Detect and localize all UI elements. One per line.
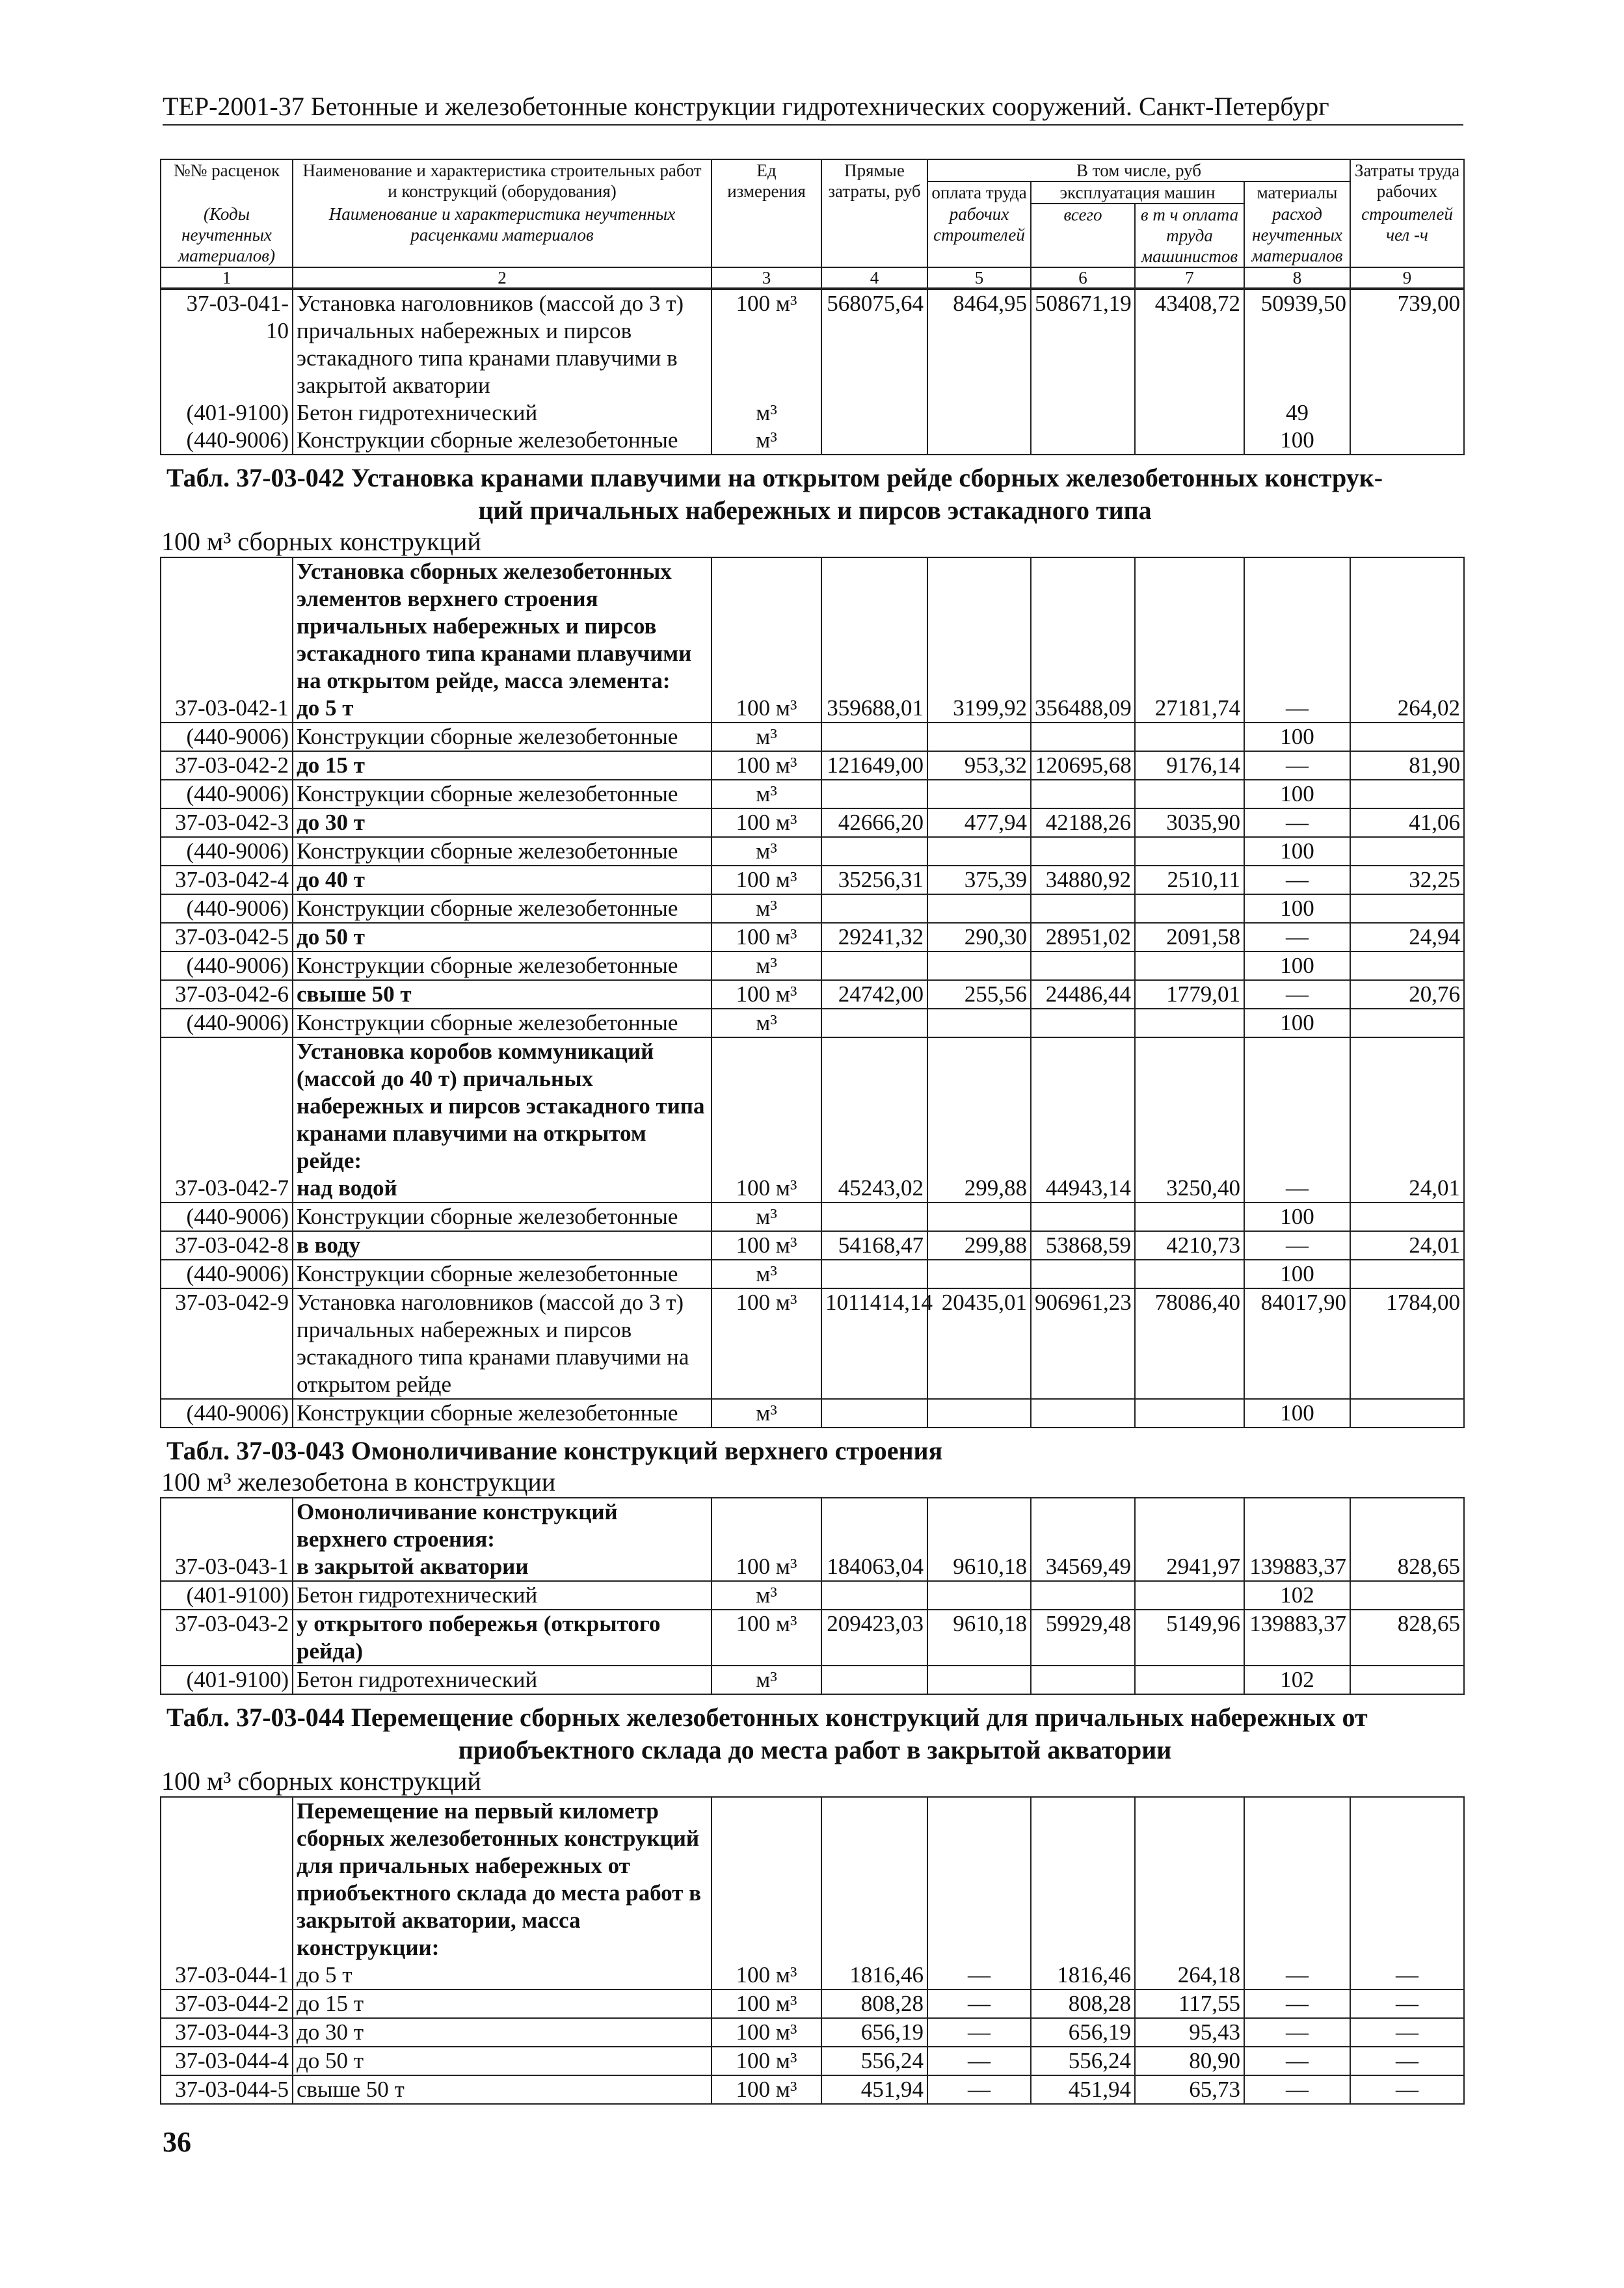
material-unit: м³: [712, 399, 821, 427]
machine-cost: 24486,44: [1031, 980, 1135, 1009]
material-code: (440-9006): [161, 1203, 293, 1231]
labor-cost: 299,88: [927, 1231, 1031, 1260]
material-name: Конструкции сборные железобетонные: [293, 723, 712, 751]
unit: 100 м³: [712, 1175, 821, 1203]
labor-hours: —: [1350, 1962, 1464, 1989]
col5-header: оплата труда: [927, 181, 1031, 204]
machine-cost: 1816,46: [1031, 1962, 1135, 1989]
labor-hours: 20,76: [1350, 980, 1464, 1009]
unit: 100 м³: [712, 289, 821, 399]
labor-hours: —: [1350, 2047, 1464, 2075]
material-unit: м³: [712, 1009, 821, 1037]
table-37-03-044: [160, 1796, 1465, 2105]
machinist-labor-cost: 117,55: [1135, 1989, 1244, 2018]
material-consumption: 100: [1244, 723, 1350, 751]
labor-hours: 24,94: [1350, 923, 1464, 951]
col-number: 4: [821, 267, 927, 288]
machinist-labor-cost: 65,73: [1135, 2075, 1244, 2104]
material-row: [161, 1203, 1464, 1231]
labor-cost: 20435,01: [927, 1288, 1031, 1399]
table-unit-line: 100 м³ сборных конструкций: [161, 1766, 481, 1796]
rate-code: 37-03-042-9: [161, 1288, 293, 1399]
table-row: [161, 866, 1464, 894]
machinist-labor-cost: 264,18: [1135, 1962, 1244, 1989]
labor-hours: 41,06: [1350, 808, 1464, 837]
unit: 100 м³: [712, 923, 821, 951]
unit: 100 м³: [712, 751, 821, 780]
work-name: до 30 т: [293, 2018, 712, 2047]
direct-cost: 568075,64: [821, 289, 927, 399]
machine-cost: 28951,02: [1031, 923, 1135, 951]
rate-code: 37-03-042-6: [161, 980, 293, 1009]
work-name: до 50 т: [293, 923, 712, 951]
material-row: [161, 427, 1464, 455]
material-consumption: 100: [1244, 1203, 1350, 1231]
labor-cost: 477,94: [927, 808, 1031, 837]
table-row: [161, 923, 1464, 951]
group-heading-row: [161, 1797, 1464, 1962]
col1-sub-header: (Коды неучтенных материалов): [161, 204, 293, 267]
labor-hours: 24,01: [1350, 1175, 1464, 1203]
col8-header: материалы: [1244, 181, 1350, 204]
labor-hours: 24,01: [1350, 1231, 1464, 1260]
material-row: [161, 1666, 1464, 1694]
material-name: Конструкции сборные железобетонные: [293, 1399, 712, 1428]
table-row: [161, 2018, 1464, 2047]
group-heading: Установка коробов коммуникаций (массой до 40 т) причальных набережных и пирсов эстакадного типа кранами плавучими на открытом рейде:: [293, 1037, 712, 1175]
rate-code: 37-03-042-5: [161, 923, 293, 951]
labor-hours: 1784,00: [1350, 1288, 1464, 1399]
direct-cost: 35256,31: [821, 866, 927, 894]
material-code: (440-9006): [161, 723, 293, 751]
material-name: Конструкции сборные железобетонные: [293, 837, 712, 866]
table-header: [160, 159, 1465, 289]
material-row: [161, 894, 1464, 923]
group-heading: Перемещение на первый километр сборных железобетонных конструкций для причальных набережных от приобъектного склада до места работ в закрытой акватории, масса конструкции:: [293, 1797, 712, 1962]
direct-cost: 1011414,14: [821, 1288, 927, 1399]
material-unit: м³: [712, 1399, 821, 1428]
material-row: [161, 837, 1464, 866]
table-row: [161, 2047, 1464, 2075]
machinist-labor-cost: 2510,11: [1135, 866, 1244, 894]
machine-cost: 451,94: [1031, 2075, 1135, 2104]
col-number: 6: [1031, 267, 1135, 288]
work-name: Установка наголовников (массой до 3 т) причальных набережных и пирсов эстакадного типа кранами плавучими на открытом рейде: [293, 1288, 712, 1399]
material-code: (401-9100): [161, 1666, 293, 1694]
rate-code: 37-03-042-8: [161, 1231, 293, 1260]
material-code: (440-9006): [161, 427, 293, 455]
material-consumption: 100: [1244, 894, 1350, 923]
material-code: (401-9100): [161, 1581, 293, 1610]
materials-cost: —: [1244, 1231, 1350, 1260]
material-consumption: 100: [1244, 1009, 1350, 1037]
work-name: до 5 т: [293, 695, 712, 723]
material-code: (440-9006): [161, 780, 293, 808]
labor-hours: 739,00: [1350, 289, 1464, 399]
table-row: [161, 751, 1464, 780]
work-name: до 40 т: [293, 866, 712, 894]
unit: 100 м³: [712, 1962, 821, 1989]
labor-hours: 828,65: [1350, 1553, 1464, 1581]
rate-code: 37-03-042-1: [161, 695, 293, 723]
col2-sub-header: Наименование и характеристика неучтенных расценками материалов: [293, 204, 712, 267]
direct-cost: 451,94: [821, 2075, 927, 2104]
table-unit-line: 100 м³ железобетона в конструкции: [161, 1467, 556, 1497]
direct-cost: 209423,03: [821, 1610, 927, 1666]
rate-code: 37-03-041-10: [161, 289, 293, 399]
table-37-03-042: [160, 557, 1465, 1428]
material-unit: м³: [712, 1666, 821, 1694]
material-name: Бетон гидротехнический: [293, 399, 712, 427]
machine-cost: 34880,92: [1031, 866, 1135, 894]
work-name: Установка наголовников (массой до 3 т) причальных набережных и пирсов эстакадного типа кранами плавучими в закрытой акватории: [293, 289, 712, 399]
material-code: (440-9006): [161, 894, 293, 923]
labor-cost: 299,88: [927, 1175, 1031, 1203]
rate-code: 37-03-042-2: [161, 751, 293, 780]
col9-header: Затраты труда рабочих: [1350, 159, 1464, 204]
material-name: Конструкции сборные железобетонные: [293, 427, 712, 455]
machine-cost: 556,24: [1031, 2047, 1135, 2075]
unit: 100 м³: [712, 1231, 821, 1260]
machine-cost: 906961,23: [1031, 1288, 1135, 1399]
table-row: [161, 2075, 1464, 2104]
material-name: Конструкции сборные железобетонные: [293, 951, 712, 980]
unit: 100 м³: [712, 1288, 821, 1399]
table-row: [161, 980, 1464, 1009]
labor-cost: 953,32: [927, 751, 1031, 780]
materials-cost: —: [1244, 2018, 1350, 2047]
unit: 100 м³: [712, 695, 821, 723]
machine-cost: 42188,26: [1031, 808, 1135, 837]
machinist-labor-cost: 4210,73: [1135, 1231, 1244, 1260]
materials-cost: —: [1244, 2075, 1350, 2104]
labor-cost: —: [927, 2018, 1031, 2047]
machine-cost: 656,19: [1031, 2018, 1135, 2047]
rate-code: 37-03-042-3: [161, 808, 293, 837]
column-numbers-row: [161, 267, 1464, 288]
col-number: 2: [293, 267, 712, 288]
rate-code: 37-03-042-4: [161, 866, 293, 894]
col-number: 8: [1244, 267, 1350, 288]
material-row: [161, 1399, 1464, 1428]
materials-cost: 50939,50: [1244, 289, 1350, 399]
table-row: [161, 1989, 1464, 2018]
table-unit-line: 100 м³ сборных конструкций: [161, 527, 481, 556]
materials-cost: —: [1244, 866, 1350, 894]
work-name: у открытого побережья (открытого рейда): [293, 1610, 712, 1666]
material-code: (401-9100): [161, 399, 293, 427]
labor-cost: 8464,95: [927, 289, 1031, 399]
material-unit: м³: [712, 837, 821, 866]
col-number: 7: [1135, 267, 1244, 288]
material-consumption: 100: [1244, 1260, 1350, 1288]
material-name: Конструкции сборные железобетонные: [293, 1260, 712, 1288]
material-row: [161, 399, 1464, 427]
machinist-labor-cost: 3250,40: [1135, 1175, 1244, 1203]
work-name: до 5 т: [293, 1962, 712, 1989]
material-row: [161, 780, 1464, 808]
table-title: [160, 455, 1463, 527]
col8-sub-header: расход неучтенных материалов: [1244, 204, 1350, 267]
machine-cost: 808,28: [1031, 1989, 1135, 2018]
material-code: (440-9006): [161, 1009, 293, 1037]
unit: 100 м³: [712, 1553, 821, 1581]
incl-header: В том числе, руб: [927, 159, 1350, 181]
materials-cost: 139883,37: [1244, 1553, 1350, 1581]
material-name: Конструкции сборные железобетонные: [293, 1009, 712, 1037]
table-title: [160, 1695, 1463, 1766]
materials-cost: —: [1244, 980, 1350, 1009]
machinist-labor-cost: 80,90: [1135, 2047, 1244, 2075]
machine-cost: 120695,68: [1031, 751, 1135, 780]
col-number: 3: [712, 267, 821, 288]
labor-hours: —: [1350, 2075, 1464, 2104]
material-unit: м³: [712, 427, 821, 455]
table-row: [161, 1288, 1464, 1399]
material-name: Конструкции сборные железобетонные: [293, 1203, 712, 1231]
labor-cost: 290,30: [927, 923, 1031, 951]
machinist-labor-cost: 2091,58: [1135, 923, 1244, 951]
table-title-line: Табл. 37-03-044 Перемещение сборных железобетонных конструкций для причальных набережных от: [166, 1703, 1368, 1732]
direct-cost: 808,28: [821, 1989, 927, 2018]
unit: 100 м³: [712, 2047, 821, 2075]
material-unit: м³: [712, 723, 821, 751]
labor-hours: 264,02: [1350, 695, 1464, 723]
group-heading-row: [161, 557, 1464, 695]
rate-code: 37-03-042-7: [161, 1175, 293, 1203]
col3-header: Ед измерения: [712, 159, 821, 267]
table-row: [161, 695, 1464, 723]
material-name: Конструкции сборные железобетонные: [293, 894, 712, 923]
machine-cost: 44943,14: [1031, 1175, 1135, 1203]
table-row: [161, 1610, 1464, 1666]
table-row: [161, 1962, 1464, 1989]
rate-code: 37-03-043-1: [161, 1553, 293, 1581]
page-header: ТЕР-2001-37 Бетонные и железобетонные конструкции гидротехнических сооружений. Санкт-Петербург: [163, 91, 1463, 126]
material-code: (440-9006): [161, 951, 293, 980]
labor-cost: 3199,92: [927, 695, 1031, 723]
work-name: над водой: [293, 1175, 712, 1203]
machinist-labor-cost: 78086,40: [1135, 1288, 1244, 1399]
unit: 100 м³: [712, 808, 821, 837]
unit: 100 м³: [712, 1989, 821, 2018]
table-37-03-043: [160, 1497, 1465, 1695]
work-name: до 15 т: [293, 1989, 712, 2018]
materials-cost: 139883,37: [1244, 1610, 1350, 1666]
page-number: 36: [163, 2126, 191, 2158]
labor-cost: 9610,18: [927, 1610, 1031, 1666]
machinist-labor-cost: 9176,14: [1135, 751, 1244, 780]
work-name: в закрытой акватории: [293, 1553, 712, 1581]
materials-cost: 84017,90: [1244, 1288, 1350, 1399]
machine-cost: 508671,19: [1031, 289, 1135, 399]
materials-cost: —: [1244, 1962, 1350, 1989]
work-name: до 30 т: [293, 808, 712, 837]
direct-cost: 1816,46: [821, 1962, 927, 1989]
material-unit: м³: [712, 780, 821, 808]
direct-cost: 54168,47: [821, 1231, 927, 1260]
work-name: в воду: [293, 1231, 712, 1260]
group-heading-row: [161, 1037, 1464, 1175]
direct-cost: 45243,02: [821, 1175, 927, 1203]
work-name: до 50 т: [293, 2047, 712, 2075]
material-consumption: 100: [1244, 780, 1350, 808]
labor-cost: 255,56: [927, 980, 1031, 1009]
rate-code: 37-03-044-1: [161, 1962, 293, 1989]
col1-header: №№ расценок: [161, 159, 293, 204]
table-row: [161, 808, 1464, 837]
col6-header: всего: [1031, 204, 1135, 267]
material-code: (440-9006): [161, 837, 293, 866]
group-heading: Установка сборных железобетонных элементов верхнего строения причальных набережных и пирсов эстакадного типа кранами плавучими на открытом рейде, масса элемента:: [293, 557, 712, 695]
rate-code: 37-03-044-2: [161, 1989, 293, 2018]
machinist-labor-cost: 27181,74: [1135, 695, 1244, 723]
material-consumption: 49: [1244, 399, 1350, 427]
materials-cost: —: [1244, 808, 1350, 837]
material-name: Бетон гидротехнический: [293, 1666, 712, 1694]
materials-cost: —: [1244, 751, 1350, 780]
machinist-labor-cost: 5149,96: [1135, 1610, 1244, 1666]
unit: 100 м³: [712, 2075, 821, 2104]
col-number: 9: [1350, 267, 1464, 288]
table-37-03-041: [160, 289, 1465, 455]
machine-cost: 34569,49: [1031, 1553, 1135, 1581]
material-row: [161, 1260, 1464, 1288]
material-unit: м³: [712, 1581, 821, 1610]
materials-cost: —: [1244, 1175, 1350, 1203]
table-row: [161, 1553, 1464, 1581]
rate-code: 37-03-044-4: [161, 2047, 293, 2075]
material-consumption: 102: [1244, 1666, 1350, 1694]
table-title-line: Табл. 37-03-043 Омоноличивание конструкций верхнего строения: [166, 1436, 943, 1465]
group-heading: Омоноличивание конструкций верхнего строения:: [293, 1498, 712, 1553]
direct-cost: 656,19: [821, 2018, 927, 2047]
labor-cost: 9610,18: [927, 1553, 1031, 1581]
col2-header: Наименование и характеристика строительных работ и конструкций (оборудования): [293, 159, 712, 204]
tables-content: [160, 289, 1463, 2105]
direct-cost: 121649,00: [821, 751, 927, 780]
material-row: [161, 951, 1464, 980]
unit: 100 м³: [712, 2018, 821, 2047]
material-consumption: 100: [1244, 1399, 1350, 1428]
rates-document: [160, 159, 1463, 2105]
materials-cost: —: [1244, 1989, 1350, 2018]
machinist-labor-cost: 1779,01: [1135, 980, 1244, 1009]
table-title: [160, 1428, 1463, 1467]
direct-cost: 556,24: [821, 2047, 927, 2075]
table-title-line: Табл. 37-03-042 Установка кранами плавучими на открытом рейде сборных железобетонных конструк-: [166, 463, 1383, 492]
col9-sub-header: строителей чел -ч: [1350, 204, 1464, 267]
direct-cost: 184063,04: [821, 1553, 927, 1581]
table-row: [161, 1231, 1464, 1260]
labor-hours: 32,25: [1350, 866, 1464, 894]
labor-cost: —: [927, 2075, 1031, 2104]
unit: 100 м³: [712, 866, 821, 894]
labor-hours: —: [1350, 1989, 1464, 2018]
machinist-labor-cost: 3035,90: [1135, 808, 1244, 837]
materials-cost: —: [1244, 695, 1350, 723]
group-heading-row: [161, 1498, 1464, 1553]
unit: 100 м³: [712, 980, 821, 1009]
col4-header: Прямые затраты, руб: [821, 159, 927, 267]
work-name: свыше 50 т: [293, 2075, 712, 2104]
work-name: свыше 50 т: [293, 980, 712, 1009]
direct-cost: 24742,00: [821, 980, 927, 1009]
machine-cost: 356488,09: [1031, 695, 1135, 723]
table-row: [161, 1175, 1464, 1203]
materials-cost: —: [1244, 923, 1350, 951]
material-consumption: 100: [1244, 951, 1350, 980]
expl-header: эксплуатация машин: [1031, 181, 1244, 204]
material-row: [161, 1009, 1464, 1037]
material-unit: м³: [712, 894, 821, 923]
material-name: Конструкции сборные железобетонные: [293, 780, 712, 808]
material-unit: м³: [712, 1260, 821, 1288]
labor-hours: 828,65: [1350, 1610, 1464, 1666]
table-title-line: приобъектного склада до места работ в закрытой акватории: [458, 1735, 1172, 1764]
labor-cost: 375,39: [927, 866, 1031, 894]
material-code: (440-9006): [161, 1399, 293, 1428]
direct-cost: 42666,20: [821, 808, 927, 837]
direct-cost: 359688,01: [821, 695, 927, 723]
material-consumption: 102: [1244, 1581, 1350, 1610]
work-name: до 15 т: [293, 751, 712, 780]
material-unit: м³: [712, 951, 821, 980]
machinist-labor-cost: 95,43: [1135, 2018, 1244, 2047]
col7-header: в т ч оплата труда машинистов: [1135, 204, 1244, 267]
rate-code: 37-03-044-3: [161, 2018, 293, 2047]
labor-hours: —: [1350, 2018, 1464, 2047]
material-unit: м³: [712, 1203, 821, 1231]
material-consumption: 100: [1244, 837, 1350, 866]
material-row: [161, 1581, 1464, 1610]
labor-cost: —: [927, 1962, 1031, 1989]
table-row: [161, 289, 1464, 399]
labor-cost: —: [927, 2047, 1031, 2075]
col5-sub-header: рабочих строителей: [927, 204, 1031, 267]
table-title-line: ций причальных набережных и пирсов эстакадного типа: [478, 496, 1152, 525]
machine-cost: 59929,48: [1031, 1610, 1135, 1666]
col-number: 5: [927, 267, 1031, 288]
material-consumption: 100: [1244, 427, 1350, 455]
materials-cost: —: [1244, 2047, 1350, 2075]
material-row: [161, 723, 1464, 751]
rate-code: 37-03-043-2: [161, 1610, 293, 1666]
material-name: Бетон гидротехнический: [293, 1581, 712, 1610]
rate-code: 37-03-044-5: [161, 2075, 293, 2104]
direct-cost: 29241,32: [821, 923, 927, 951]
machinist-labor-cost: 2941,97: [1135, 1553, 1244, 1581]
unit: 100 м³: [712, 1610, 821, 1666]
machinist-labor-cost: 43408,72: [1135, 289, 1244, 399]
material-code: (440-9006): [161, 1260, 293, 1288]
labor-cost: —: [927, 1989, 1031, 2018]
machine-cost: 53868,59: [1031, 1231, 1135, 1260]
col-number: 1: [161, 267, 293, 288]
labor-hours: 81,90: [1350, 751, 1464, 780]
